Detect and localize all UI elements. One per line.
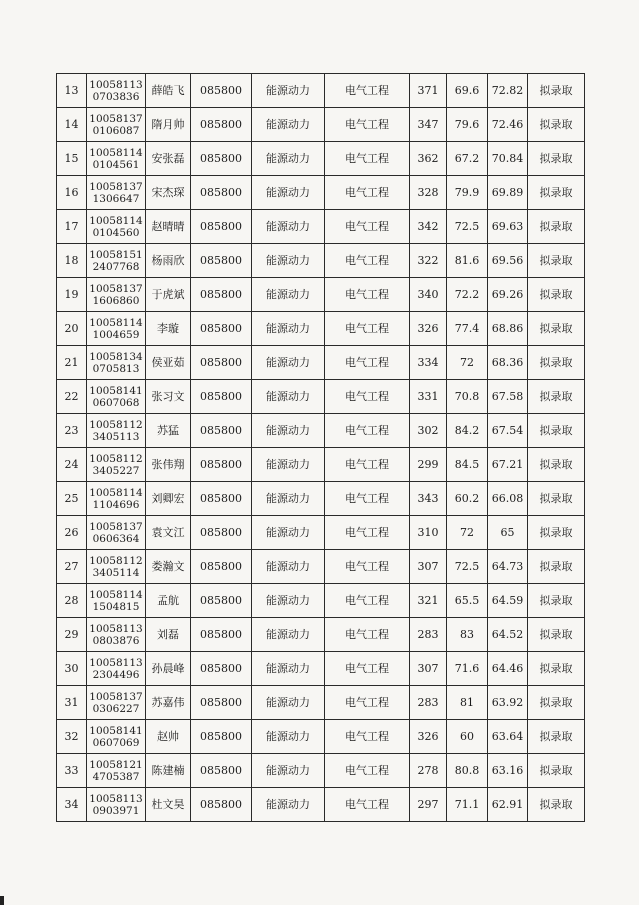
- research-field: 电气工程: [325, 312, 410, 346]
- retest-score: 65.5: [447, 584, 488, 618]
- scan-mark: [0, 896, 4, 905]
- exam-id-line2: 1504815: [92, 600, 140, 613]
- exam-id-line2: 0803876: [92, 634, 140, 647]
- exam-id: [87, 380, 146, 414]
- candidate-name: 宋杰琛: [146, 176, 191, 210]
- total-score: 68.36: [488, 346, 528, 380]
- exam-id-line2: 1104696: [92, 498, 140, 511]
- admission-result: 拟录取: [528, 176, 585, 210]
- major-category: 能源动力: [252, 244, 325, 278]
- initial-score: 326: [410, 720, 447, 754]
- retest-score: 72.5: [447, 210, 488, 244]
- research-field: 电气工程: [325, 618, 410, 652]
- initial-score: 297: [410, 788, 447, 822]
- research-field: 电气工程: [325, 176, 410, 210]
- retest-score: 83: [447, 618, 488, 652]
- admission-result: 拟录取: [528, 244, 585, 278]
- admission-result: 拟录取: [528, 652, 585, 686]
- total-score: 67.54: [488, 414, 528, 448]
- admission-result: 拟录取: [528, 108, 585, 142]
- exam-id: [87, 278, 146, 312]
- candidate-name: 孙晨峰: [146, 652, 191, 686]
- major-category: 能源动力: [252, 652, 325, 686]
- exam-id-line1: 10058114: [89, 316, 143, 329]
- major-code: 085800: [191, 482, 252, 516]
- major-code: 085800: [191, 312, 252, 346]
- table-row: [57, 754, 585, 788]
- major-code: 085800: [191, 108, 252, 142]
- research-field: 电气工程: [325, 482, 410, 516]
- initial-score: 278: [410, 754, 447, 788]
- major-category: 能源动力: [252, 788, 325, 822]
- total-score: 69.63: [488, 210, 528, 244]
- retest-score: 77.4: [447, 312, 488, 346]
- candidate-name: 苏嘉伟: [146, 686, 191, 720]
- candidate-name: 娄瀚文: [146, 550, 191, 584]
- admission-result: 拟录取: [528, 380, 585, 414]
- total-score: 69.56: [488, 244, 528, 278]
- row-number: 13: [57, 74, 87, 108]
- exam-id-line2: 4705387: [92, 770, 140, 783]
- candidate-name: 隋月帅: [146, 108, 191, 142]
- exam-id-line2: 2407768: [92, 260, 140, 273]
- exam-id-line1: 10058121: [89, 758, 143, 771]
- exam-id: [87, 482, 146, 516]
- major-code: 085800: [191, 278, 252, 312]
- admission-result: 拟录取: [528, 516, 585, 550]
- major-code: 085800: [191, 142, 252, 176]
- admission-result: 拟录取: [528, 210, 585, 244]
- initial-score: 347: [410, 108, 447, 142]
- row-number: 14: [57, 108, 87, 142]
- exam-id-line2: 0607069: [92, 736, 140, 749]
- table-row: [57, 380, 585, 414]
- admission-result: 拟录取: [528, 550, 585, 584]
- exam-id-line2: 0104560: [92, 226, 140, 239]
- exam-id-line1: 10058114: [89, 214, 143, 227]
- row-number: 25: [57, 482, 87, 516]
- row-number: 20: [57, 312, 87, 346]
- row-number: 18: [57, 244, 87, 278]
- major-category: 能源动力: [252, 482, 325, 516]
- total-score: 69.89: [488, 176, 528, 210]
- candidate-name: 苏猛: [146, 414, 191, 448]
- total-score: 70.84: [488, 142, 528, 176]
- candidate-name: 孟航: [146, 584, 191, 618]
- retest-score: 70.8: [447, 380, 488, 414]
- candidate-name: 赵帅: [146, 720, 191, 754]
- table-row: [57, 686, 585, 720]
- row-number: 34: [57, 788, 87, 822]
- table-row: [57, 142, 585, 176]
- admission-result: 拟录取: [528, 278, 585, 312]
- initial-score: 321: [410, 584, 447, 618]
- exam-id: [87, 142, 146, 176]
- row-number: 17: [57, 210, 87, 244]
- table-row: [57, 244, 585, 278]
- candidate-name: 侯亚茹: [146, 346, 191, 380]
- table-row: [57, 312, 585, 346]
- row-number: 24: [57, 448, 87, 482]
- initial-score: 340: [410, 278, 447, 312]
- table-row: [57, 448, 585, 482]
- major-code: 085800: [191, 448, 252, 482]
- research-field: 电气工程: [325, 210, 410, 244]
- exam-id: [87, 210, 146, 244]
- candidate-name: 袁文江: [146, 516, 191, 550]
- exam-id: [87, 414, 146, 448]
- total-score: 72.46: [488, 108, 528, 142]
- candidate-name: 张习文: [146, 380, 191, 414]
- major-category: 能源动力: [252, 754, 325, 788]
- exam-id: [87, 618, 146, 652]
- retest-score: 72.5: [447, 550, 488, 584]
- research-field: 电气工程: [325, 74, 410, 108]
- table-row: [57, 346, 585, 380]
- exam-id: [87, 686, 146, 720]
- admission-result: 拟录取: [528, 312, 585, 346]
- table-row: [57, 720, 585, 754]
- major-code: 085800: [191, 244, 252, 278]
- exam-id-line2: 1606860: [92, 294, 140, 307]
- table-row: [57, 550, 585, 584]
- candidate-name: 李璇: [146, 312, 191, 346]
- total-score: 65: [488, 516, 528, 550]
- admission-table: [56, 73, 585, 822]
- initial-score: 342: [410, 210, 447, 244]
- candidate-name: 刘卿宏: [146, 482, 191, 516]
- retest-score: 71.6: [447, 652, 488, 686]
- row-number: 19: [57, 278, 87, 312]
- total-score: 63.64: [488, 720, 528, 754]
- initial-score: 302: [410, 414, 447, 448]
- candidate-name: 张伟翔: [146, 448, 191, 482]
- exam-id-line1: 10058137: [89, 690, 143, 703]
- exam-id-line1: 10058137: [89, 282, 143, 295]
- exam-id: [87, 720, 146, 754]
- initial-score: 322: [410, 244, 447, 278]
- total-score: 66.08: [488, 482, 528, 516]
- row-number: 16: [57, 176, 87, 210]
- exam-id-line2: 0606364: [92, 532, 140, 545]
- exam-id-line1: 10058112: [89, 418, 143, 431]
- row-number: 22: [57, 380, 87, 414]
- major-category: 能源动力: [252, 176, 325, 210]
- major-code: 085800: [191, 210, 252, 244]
- exam-id-line2: 0106087: [92, 124, 140, 137]
- candidate-name: 赵晴晴: [146, 210, 191, 244]
- table-body: [57, 74, 585, 822]
- candidate-name: 刘磊: [146, 618, 191, 652]
- exam-id-line2: 0703836: [92, 90, 140, 103]
- retest-score: 81.6: [447, 244, 488, 278]
- research-field: 电气工程: [325, 346, 410, 380]
- retest-score: 84.5: [447, 448, 488, 482]
- major-category: 能源动力: [252, 414, 325, 448]
- retest-score: 67.2: [447, 142, 488, 176]
- table-row: [57, 618, 585, 652]
- exam-id-line2: 3405113: [92, 430, 140, 443]
- table-row: [57, 74, 585, 108]
- total-score: 64.52: [488, 618, 528, 652]
- exam-id-line1: 10058134: [89, 350, 143, 363]
- major-category: 能源动力: [252, 346, 325, 380]
- admission-result: 拟录取: [528, 686, 585, 720]
- admission-result: 拟录取: [528, 448, 585, 482]
- exam-id: [87, 448, 146, 482]
- row-number: 32: [57, 720, 87, 754]
- major-category: 能源动力: [252, 686, 325, 720]
- total-score: 62.91: [488, 788, 528, 822]
- major-code: 085800: [191, 788, 252, 822]
- row-number: 30: [57, 652, 87, 686]
- exam-id: [87, 754, 146, 788]
- exam-id-line2: 0903971: [92, 804, 140, 817]
- initial-score: 331: [410, 380, 447, 414]
- candidate-name: 安张磊: [146, 142, 191, 176]
- retest-score: 69.6: [447, 74, 488, 108]
- exam-id: [87, 244, 146, 278]
- admission-result: 拟录取: [528, 788, 585, 822]
- research-field: 电气工程: [325, 584, 410, 618]
- major-code: 085800: [191, 686, 252, 720]
- candidate-name: 陈建楠: [146, 754, 191, 788]
- retest-score: 72: [447, 346, 488, 380]
- exam-id-line1: 10058112: [89, 452, 143, 465]
- retest-score: 72.2: [447, 278, 488, 312]
- exam-id-line2: 1306647: [92, 192, 140, 205]
- candidate-name: 杜文昊: [146, 788, 191, 822]
- major-category: 能源动力: [252, 618, 325, 652]
- table-row: [57, 788, 585, 822]
- research-field: 电气工程: [325, 652, 410, 686]
- exam-id: [87, 516, 146, 550]
- exam-id-line1: 10058113: [89, 78, 143, 91]
- row-number: 23: [57, 414, 87, 448]
- candidate-name: 杨雨欣: [146, 244, 191, 278]
- major-code: 085800: [191, 516, 252, 550]
- retest-score: 79.6: [447, 108, 488, 142]
- initial-score: 283: [410, 686, 447, 720]
- major-code: 085800: [191, 720, 252, 754]
- table-row: [57, 482, 585, 516]
- row-number: 28: [57, 584, 87, 618]
- research-field: 电气工程: [325, 788, 410, 822]
- exam-id-line1: 10058137: [89, 180, 143, 193]
- exam-id-line2: 0607068: [92, 396, 140, 409]
- major-code: 085800: [191, 176, 252, 210]
- table-row: [57, 414, 585, 448]
- research-field: 电气工程: [325, 516, 410, 550]
- research-field: 电气工程: [325, 414, 410, 448]
- row-number: 21: [57, 346, 87, 380]
- admission-result: 拟录取: [528, 584, 585, 618]
- total-score: 64.46: [488, 652, 528, 686]
- candidate-name: 于虎斌: [146, 278, 191, 312]
- exam-id: [87, 74, 146, 108]
- row-number: 29: [57, 618, 87, 652]
- major-code: 085800: [191, 618, 252, 652]
- major-code: 085800: [191, 414, 252, 448]
- table-row: [57, 108, 585, 142]
- table-row: [57, 584, 585, 618]
- retest-score: 81: [447, 686, 488, 720]
- exam-id: [87, 346, 146, 380]
- total-score: 72.82: [488, 74, 528, 108]
- major-category: 能源动力: [252, 142, 325, 176]
- exam-id: [87, 312, 146, 346]
- research-field: 电气工程: [325, 380, 410, 414]
- exam-id-line1: 10058137: [89, 520, 143, 533]
- major-category: 能源动力: [252, 550, 325, 584]
- retest-score: 60.2: [447, 482, 488, 516]
- research-field: 电气工程: [325, 550, 410, 584]
- admission-result: 拟录取: [528, 74, 585, 108]
- major-code: 085800: [191, 550, 252, 584]
- major-code: 085800: [191, 754, 252, 788]
- admission-result: 拟录取: [528, 414, 585, 448]
- major-category: 能源动力: [252, 380, 325, 414]
- table-row: [57, 278, 585, 312]
- exam-id: [87, 550, 146, 584]
- major-category: 能源动力: [252, 720, 325, 754]
- research-field: 电气工程: [325, 142, 410, 176]
- initial-score: 283: [410, 618, 447, 652]
- admission-result: 拟录取: [528, 720, 585, 754]
- initial-score: 307: [410, 550, 447, 584]
- research-field: 电气工程: [325, 448, 410, 482]
- exam-id-line2: 0306227: [92, 702, 140, 715]
- admission-result: 拟录取: [528, 142, 585, 176]
- exam-id: [87, 176, 146, 210]
- exam-id-line2: 0705813: [92, 362, 140, 375]
- major-category: 能源动力: [252, 516, 325, 550]
- exam-id-line2: 0104561: [92, 158, 140, 171]
- research-field: 电气工程: [325, 278, 410, 312]
- exam-id: [87, 108, 146, 142]
- major-category: 能源动力: [252, 74, 325, 108]
- major-code: 085800: [191, 652, 252, 686]
- exam-id-line1: 10058114: [89, 588, 143, 601]
- total-score: 67.58: [488, 380, 528, 414]
- exam-id-line2: 1004659: [92, 328, 140, 341]
- exam-id: [87, 652, 146, 686]
- admission-result: 拟录取: [528, 346, 585, 380]
- exam-id-line2: 3405114: [92, 566, 140, 579]
- retest-score: 84.2: [447, 414, 488, 448]
- exam-id: [87, 788, 146, 822]
- research-field: 电气工程: [325, 108, 410, 142]
- major-code: 085800: [191, 74, 252, 108]
- admission-result: 拟录取: [528, 482, 585, 516]
- exam-id: [87, 584, 146, 618]
- initial-score: 299: [410, 448, 447, 482]
- candidate-name: 薛皓飞: [146, 74, 191, 108]
- major-code: 085800: [191, 380, 252, 414]
- row-number: 15: [57, 142, 87, 176]
- retest-score: 79.9: [447, 176, 488, 210]
- exam-id-line1: 10058141: [89, 384, 143, 397]
- total-score: 64.73: [488, 550, 528, 584]
- research-field: 电气工程: [325, 754, 410, 788]
- total-score: 63.16: [488, 754, 528, 788]
- total-score: 67.21: [488, 448, 528, 482]
- exam-id-line1: 10058151: [89, 248, 143, 261]
- research-field: 电气工程: [325, 720, 410, 754]
- initial-score: 326: [410, 312, 447, 346]
- total-score: 63.92: [488, 686, 528, 720]
- retest-score: 72: [447, 516, 488, 550]
- major-category: 能源动力: [252, 448, 325, 482]
- initial-score: 334: [410, 346, 447, 380]
- initial-score: 362: [410, 142, 447, 176]
- exam-id-line1: 10058114: [89, 486, 143, 499]
- initial-score: 343: [410, 482, 447, 516]
- table-row: [57, 652, 585, 686]
- major-code: 085800: [191, 346, 252, 380]
- exam-id-line2: 2304496: [92, 668, 140, 681]
- retest-score: 60: [447, 720, 488, 754]
- retest-score: 80.8: [447, 754, 488, 788]
- initial-score: 307: [410, 652, 447, 686]
- major-category: 能源动力: [252, 108, 325, 142]
- major-category: 能源动力: [252, 278, 325, 312]
- admission-result: 拟录取: [528, 754, 585, 788]
- retest-score: 71.1: [447, 788, 488, 822]
- row-number: 31: [57, 686, 87, 720]
- admission-result: 拟录取: [528, 618, 585, 652]
- exam-id-line1: 10058112: [89, 554, 143, 567]
- exam-id-line1: 10058114: [89, 146, 143, 159]
- row-number: 33: [57, 754, 87, 788]
- major-code: 085800: [191, 584, 252, 618]
- major-category: 能源动力: [252, 584, 325, 618]
- research-field: 电气工程: [325, 686, 410, 720]
- total-score: 64.59: [488, 584, 528, 618]
- table-row: [57, 176, 585, 210]
- initial-score: 328: [410, 176, 447, 210]
- exam-id-line1: 10058113: [89, 792, 143, 805]
- table-row: [57, 210, 585, 244]
- initial-score: 371: [410, 74, 447, 108]
- research-field: 电气工程: [325, 244, 410, 278]
- major-category: 能源动力: [252, 312, 325, 346]
- exam-id-line1: 10058141: [89, 724, 143, 737]
- initial-score: 310: [410, 516, 447, 550]
- table-row: [57, 516, 585, 550]
- row-number: 27: [57, 550, 87, 584]
- exam-id-line1: 10058137: [89, 112, 143, 125]
- total-score: 68.86: [488, 312, 528, 346]
- major-category: 能源动力: [252, 210, 325, 244]
- row-number: 26: [57, 516, 87, 550]
- exam-id-line1: 10058113: [89, 622, 143, 635]
- exam-id-line1: 10058113: [89, 656, 143, 669]
- total-score: 69.26: [488, 278, 528, 312]
- exam-id-line2: 3405227: [92, 464, 140, 477]
